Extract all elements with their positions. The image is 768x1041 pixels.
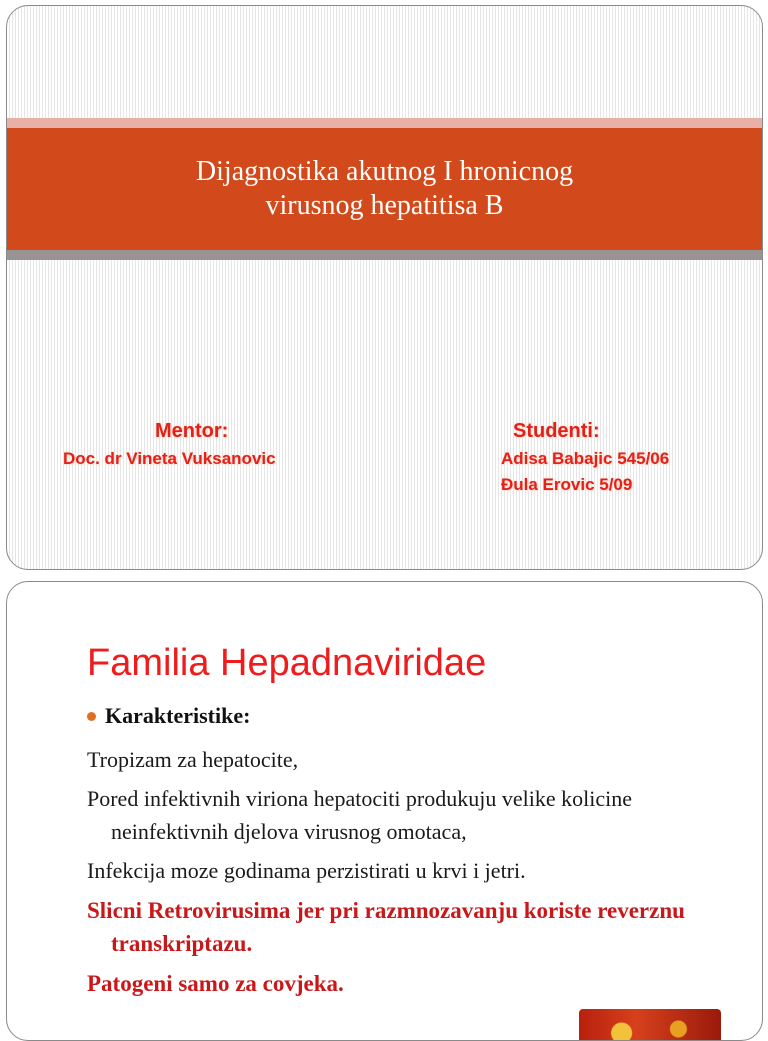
paragraph-pored: Pored infektivnih viriona hepatociti produkuju velike kolicine neinfektivnih djelova virusnog omotaca, — [87, 786, 632, 844]
paragraph-tropizam: Tropizam za hepatocite, — [87, 747, 299, 772]
title-band-top-stripe — [7, 118, 762, 128]
bullet-dot-icon — [87, 712, 96, 721]
bullet-item — [87, 703, 250, 729]
slide-title-line-1: Dijagnostika akutnog I hronicnog — [195, 156, 574, 187]
title-band — [7, 128, 762, 250]
paragraph-slicni: Slicni Retrovirusima jer pri razmnozavanju koriste reverznu transkriptazu. — [87, 898, 685, 956]
student-1: Adisa Babajic 545/06 — [501, 449, 670, 468]
bullet-text: Karakteristike: — [105, 703, 251, 728]
slide-heading: Familia Hepadnaviridae — [87, 642, 487, 684]
virus-image — [579, 1009, 721, 1041]
title-slide — [6, 5, 763, 570]
students-label: Studenti: — [513, 420, 600, 442]
mentor-name: Doc. dr Vineta Vuksanovic — [63, 449, 276, 468]
paragraph-patogeni: Patogeni samo za covjeka. — [87, 971, 344, 996]
paragraph-infekcija: Infekcija moze godinama perzistirati u krvi i jetri. — [87, 858, 526, 883]
slide-title-line-2: virusnog hepatitisa B — [265, 190, 504, 221]
student-2: Đula Erovic 5/09 — [501, 475, 633, 494]
title-band-bottom-stripe — [7, 250, 762, 260]
mentor-label: Mentor: — [155, 420, 229, 442]
content-slide — [6, 581, 763, 1041]
